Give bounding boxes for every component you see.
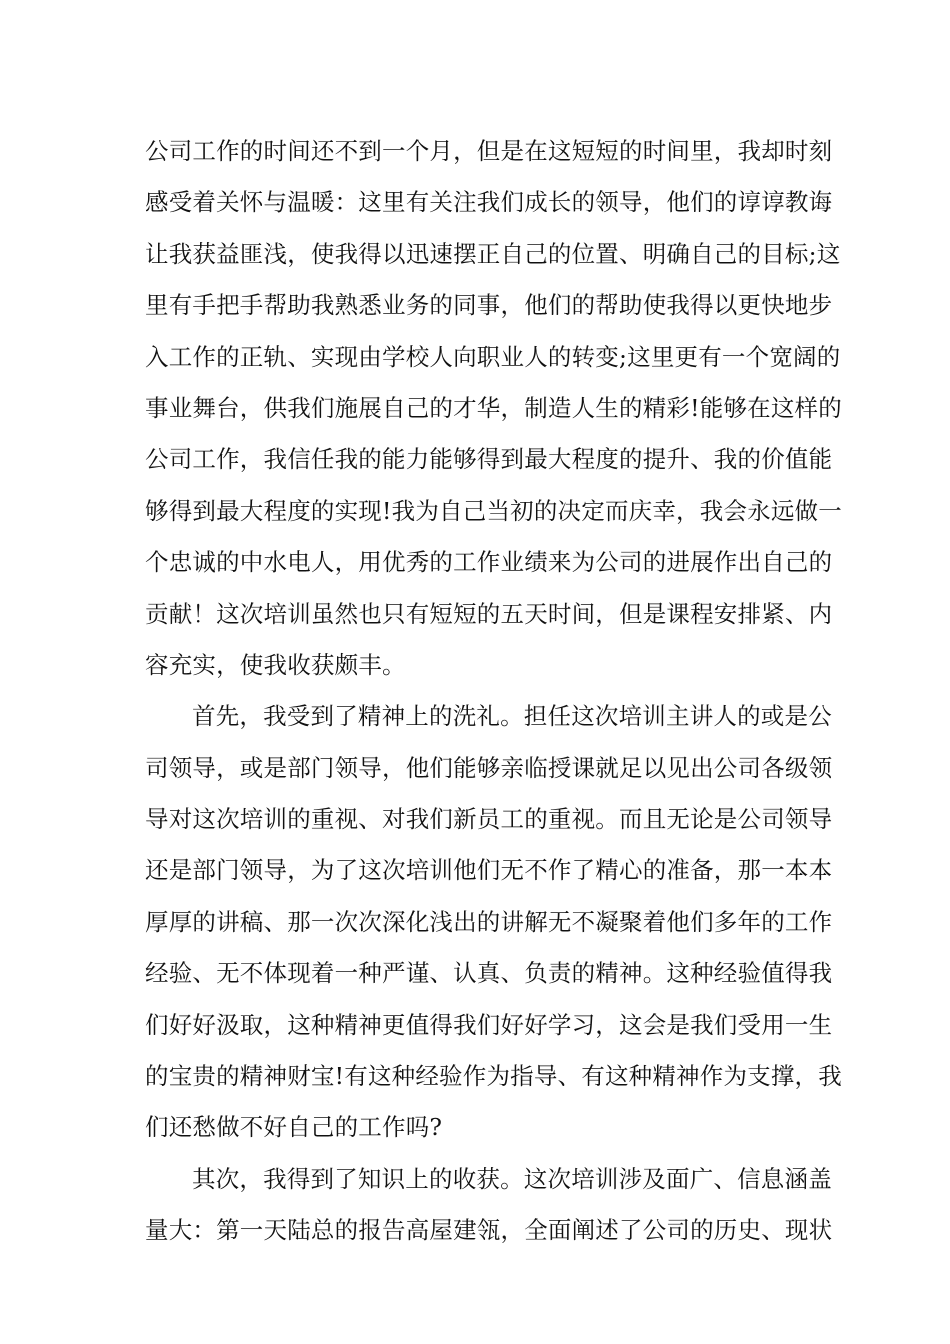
paragraph-2-line-7: 们好好汲取，这种精神更值得我们好好学习，这会是我们受用一生 [145, 1010, 833, 1039]
paragraph-2-line-5: 厚厚的讲稿、那一次次深化浅出的讲解无不凝聚着他们多年的工作 [145, 907, 833, 936]
paragraph-2-line-4: 还是部门领导，为了这次培训他们无不作了精心的准备，那一本本 [145, 856, 833, 885]
document-body [145, 126, 842, 1257]
paragraph-2-line-2: 司领导，或是部门领导，他们能够亲临授课就足以见出公司各级领 [145, 753, 833, 782]
paragraph-2-line-9: 们还愁做不好自己的工作吗? [145, 1113, 443, 1142]
paragraph-1-line-6: 事业舞台，供我们施展自己的才华，制造人生的精彩!能够在这样的 [145, 393, 842, 422]
paragraph-1-line-1: 公司工作的时间还不到一个月，但是在这短短的时间里，我却时刻 [145, 137, 833, 165]
paragraph-1-line-3: 让我获益匪浅，使我得以迅速摆正自己的位置、明确自己的目标;这 [145, 239, 841, 268]
paragraph-1-line-8: 够得到最大程度的实现!我为自己当初的决定而庆幸，我会永远做一 [145, 496, 842, 525]
paragraph-1-line-4: 里有手把手帮助我熟悉业务的同事，他们的帮助使我得以更快地步 [145, 291, 833, 320]
paragraph-1-line-10: 贡献！这次培训虽然也只有短短的五天时间，但是课程安排紧、内 [145, 599, 833, 628]
paragraph-1-line-5: 入工作的正轨、实现由学校人向职业人的转变;这里更有一个宽阔的 [145, 342, 841, 371]
paragraph-1-line-9: 个忠诚的中水电人，用优秀的工作业绩来为公司的进展作出自己的 [145, 548, 833, 577]
paragraph-3-line-2: 量大：第一天陆总的报告高屋建瓴，全面阐述了公司的历史、现状 [145, 1216, 833, 1245]
paragraph-3-line-1: 其次，我得到了知识上的收获。这次培训涉及面广、信息涵盖 [192, 1164, 832, 1193]
paragraph-2-line-1: 首先，我受到了精神上的洗礼。担任这次培训主讲人的或是公 [192, 702, 832, 731]
paragraph-1-line-2: 感受着关怀与温暖：这里有关注我们成长的领导，他们的谆谆教诲 [145, 188, 833, 217]
paragraph-2-line-3: 导对这次培训的重视、对我们新员工的重视。而且无论是公司领导 [145, 805, 833, 834]
paragraph-1-line-7: 公司工作，我信任我的能力能够得到最大程度的提升、我的价值能 [145, 445, 833, 474]
paragraph-2-line-8: 的宝贵的精神财宝!有这种经验作为指导、有这种精神作为支撑，我 [145, 1062, 842, 1091]
paragraph-2-line-6: 经验、无不体现着一种严谨、认真、负责的精神。这种经验值得我 [145, 959, 833, 988]
paragraph-1-line-11: 容充实，使我收获颇丰。 [145, 650, 406, 679]
